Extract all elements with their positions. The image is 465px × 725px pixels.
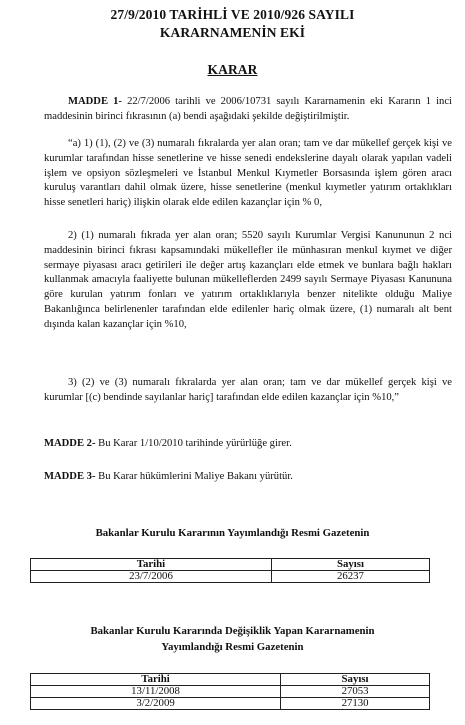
gazette-table2-title-line2: Yayımlandığı Resmi Gazetenin [161,641,304,653]
table-row [31,686,430,698]
madde2-text: Bu Karar 1/10/2010 tarihinde yürürlüğe girer. [95,438,292,449]
madde1-label: MADDE 1- [68,96,122,107]
date-cell: 3/2/2009 [31,698,281,710]
madde1-text: 22/7/2006 tarihli ve 2006/10731 sayılı Kararnamenin eki Kararın 1 inci maddesinin birinci fıkrasının (a) bendi aşağıdaki şekilde değiştirilmiştir. [44,96,452,122]
madde3-paragraph [44,470,452,485]
quote-a-paragraph [44,137,452,211]
quote-b-text: 2) (1) numaralı fıkrada yer alan oran; 5520 sayılı Kurumlar Vergisi Kanununun 2 nci maddesinin birinci fıkrası kapsamındaki mükellefler ile münhasıran menkul kıymet ve diğer sermaye piyasası aracı getirileri ile değer artış kazançları elde etmek ve bunlara bağlı hakları kullanmak amacıyla faaliyette bulunan mükelleflerden 2499 sayılı Sermaye Piyasası Kanununa göre kurulan yatırım fonları ve yatırım ortaklıklarıyla benzer nitelikte olduğu Maliye Bakanlığınca belirlenenler tarafından elde edilenler hariç olmak üzere, (1) numaralı alt bent dışında kalan kazançlar için %10, [44,230,452,330]
quote-b-paragraph [44,229,452,333]
madde2-label: MADDE 2- [44,438,96,449]
document-title-line1: 27/9/2010 TARİHLİ VE 2010/926 SAYILI [110,7,355,22]
quote-c-paragraph [44,376,452,406]
table-header-row [31,674,430,686]
number-cell: 27130 [281,698,430,710]
gazette-table1-title: Bakanlar Kurulu Kararının Yayımlandığı Resmi Gazetenin [95,527,370,539]
madde2-paragraph [44,437,452,452]
date-cell: 23/7/2006 [31,571,272,583]
madde1-paragraph [44,95,452,125]
col-number-header: Sayısı [281,674,430,686]
gazette-table2-title-line1: Bakanlar Kurulu Kararında Değişiklik Yapan Kararnamenin [90,625,375,637]
quote-c-text: 3) (2) ve (3) numaralı fıkralarda yer alan oran; tam ve dar mükellef gerçek kişi ve kurumlar [(c) bendinde sayılanlar hariç] tarafından elde edilen kazançlar için %10,” [44,377,452,403]
table-header-row [31,559,430,571]
number-cell: 27053 [281,686,430,698]
quote-a-text: “a) 1) (1), (2) ve (3) numaralı fıkralarda yer alan oran; tam ve dar mükellef gerçek kişi ve kurumlar tarafından hisse senetlerine ve hisse senedi endekslerine dayalı olarak yapılan vadeli işlem ve opsiyon sözleşmeleri ve İstanbul Menkul Kıymetler Borsasında işlem gören aracı kuruluş varantları dahil olmak üzere, hisse senetlerine (menkul kıymetler yatırım ortaklıkları hisse senetleri hariç) ilişkin olarak elde edilen kazançlar için % 0, [44,138,452,209]
col-number-header: Sayısı [271,559,429,571]
table-row [31,571,430,583]
date-cell: 13/11/2008 [31,686,281,698]
col-date-header: Tarihi [31,674,281,686]
number-cell: 26237 [271,571,429,583]
table-row [31,698,430,710]
gazette-table2-title [0,623,465,655]
karar-heading: KARAR [207,62,258,77]
madde3-label: MADDE 3- [44,471,96,482]
madde3-text: Bu Karar hükümlerini Maliye Bakanı yürütür. [95,471,293,482]
col-date-header: Tarihi [31,559,272,571]
document-title-line2: KARARNAMENİN EKİ [159,25,306,40]
gazette-table1 [30,558,430,583]
gazette-table2 [30,673,430,710]
